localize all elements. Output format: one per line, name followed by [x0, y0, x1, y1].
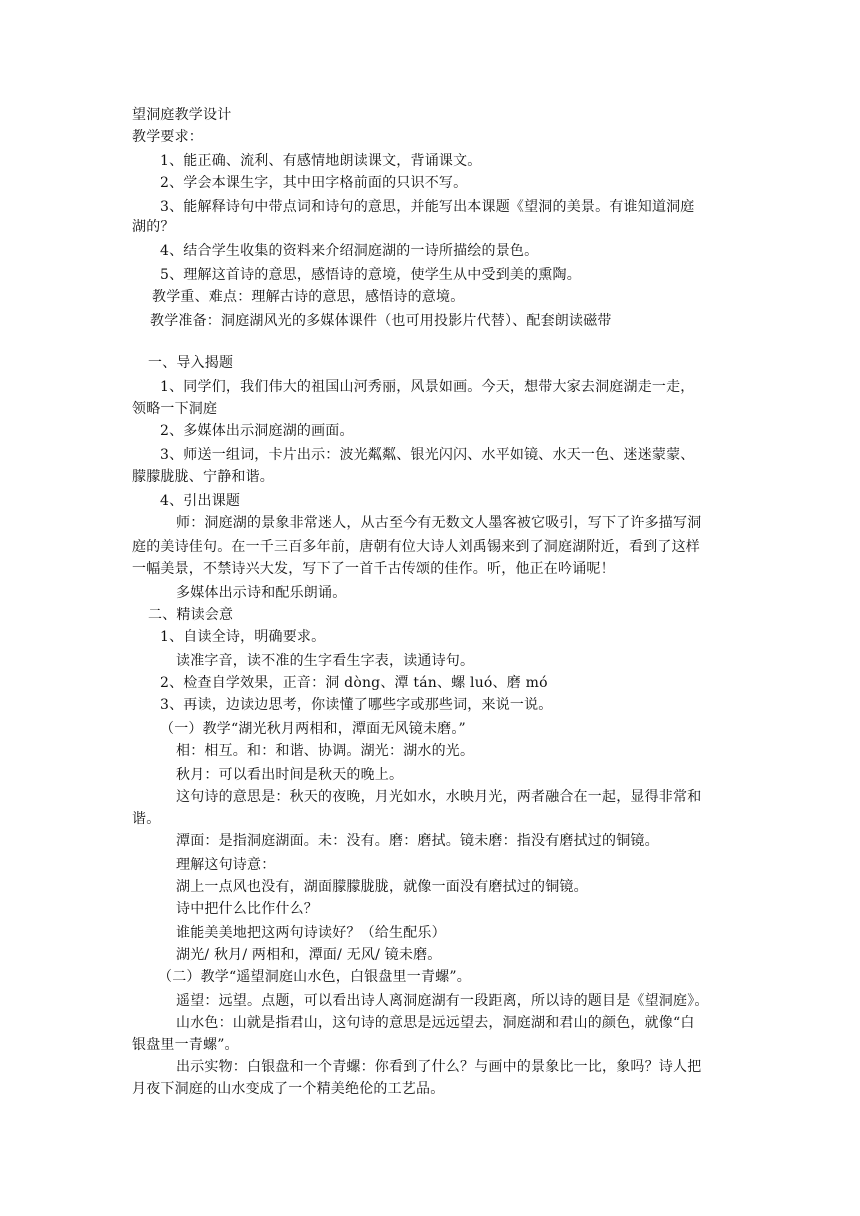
- text-line: 领略一下洞庭: [132, 401, 218, 417]
- text-line: 谐。: [132, 811, 161, 827]
- text-line: 朦朦胧胧、宁静和谐。: [132, 469, 274, 485]
- text-line: 诗中把什么比作什么？: [176, 901, 318, 917]
- text-line: 一、导入揭题: [148, 355, 234, 371]
- text-line: 理解这句诗意：: [176, 857, 276, 873]
- text-line: 这句诗的意思是：秋天的夜晚，月光如水，水映月光，两者融合在一起，显得非常和: [176, 789, 702, 805]
- text-line: 潭面：是指洞庭湖面。未：没有。磨：磨拭。镜未磨：指没有磨拭过的铜镜。: [176, 833, 659, 849]
- text-line: 相：相互。和：和谐、协调。湖光：湖水的光。: [176, 743, 475, 759]
- text-line: 教学准备：洞庭湖风光的多媒体课件（也可用投影片代替）、配套朗读磁带: [150, 313, 612, 329]
- text-line: 庭的美诗佳句。在一千三百多年前，唐朝有位大诗人刘禹锡来到了洞庭湖附近，看到了这样: [132, 539, 700, 555]
- text-line: 月夜下洞庭的山水变成了一个精美绝伦的工艺品。: [132, 1081, 445, 1097]
- text-line: 5、理解这首诗的意思，感悟诗的意境，使学生从中受到美的熏陶。: [160, 267, 581, 283]
- text-line: （一）教学“湖光秋月两相和，潭面无风镜未磨。”: [160, 721, 466, 737]
- text-line: 2、学会本课生字，其中田字格前面的只识不写。: [160, 175, 468, 191]
- text-line: 遥望：远望。点题，可以看出诗人离洞庭湖有一段距离，所以诗的题目是《望洞庭》。: [176, 993, 709, 1009]
- text-line: 二、精读会意: [148, 607, 234, 623]
- text-line: 3、再读，边读边思考，你读懂了哪些字或那些词，来说一说。: [160, 697, 553, 713]
- text-line: 3、师送一组词，卡片出示：波光粼粼、银光闪闪、水平如镜、水天一色、迷迷蒙蒙、: [160, 447, 695, 463]
- text-line: 教学要求：: [132, 129, 203, 145]
- text-line: 读准字音，读不准的生字看生字表，读通诗句。: [176, 653, 475, 669]
- text-line: 秋月：可以看出时间是秋天的晚上。: [176, 767, 404, 783]
- text-line: 谁能美美地把这两句诗读好？（给生配乐）: [176, 925, 446, 941]
- text-line: 湖的？: [132, 219, 175, 235]
- text-line: 出示实物：白银盘和一个青螺：你看到了什么？与画中的景象比一比，象吗？诗人把: [176, 1059, 702, 1075]
- text-line: （二）教学“遥望洞庭山水色，白银盘里一青螺”。: [158, 969, 471, 985]
- text-line: 1、自读全诗，明确要求。: [160, 629, 326, 645]
- text-line: 4、结合学生收集的资料来介绍洞庭湖的一诗所描绘的景色。: [160, 243, 539, 259]
- text-line: 湖光/ 秋月/ 两相和，潭面/ 无风/ 镜未磨。: [176, 947, 442, 963]
- text-line: 师：洞庭湖的景象非常迷人，从古至今有无数文人墨客被它吸引，写下了许多描写洞: [176, 515, 702, 531]
- text-line: 2、检查自学效果，正音：洞 dòng、潭 tán、螺 luó、磨 mó: [160, 675, 548, 691]
- document-title: 望洞庭教学设计: [132, 107, 232, 123]
- text-line: 山水色：山就是指君山，这句诗的意思是远远望去，洞庭湖和君山的颜色，就像“白: [176, 1015, 695, 1031]
- text-line: 3、能解释诗句中带点词和诗句的意思，并能写出本课题《望洞的美景。有谁知道洞庭: [160, 199, 695, 215]
- text-line: 1、同学们，我们伟大的祖国山河秀丽，风景如画。今天，想带大家去洞庭湖走一走，: [160, 379, 695, 395]
- text-line: 2、多媒体出示洞庭湖的画面。: [160, 423, 354, 439]
- text-line: 湖上一点风也没有，湖面朦朦胧胧，就像一面没有磨拭过的铜镜。: [176, 879, 588, 895]
- text-line: 1、能正确、流利、有感情地朗读课文，背诵课文。: [160, 153, 482, 169]
- text-line: 一幅美景，不禁诗兴大发，写下了一首千古传颂的佳作。听，他正在吟诵呢！: [132, 561, 615, 577]
- text-line: 多媒体出示诗和配乐朗诵。: [176, 585, 347, 601]
- text-line: 教学重、难点：理解古诗的意思，感悟诗的意境。: [152, 289, 465, 305]
- text-line: 4、引出课题: [160, 493, 241, 509]
- text-line: 银盘里一青螺”。: [132, 1037, 239, 1053]
